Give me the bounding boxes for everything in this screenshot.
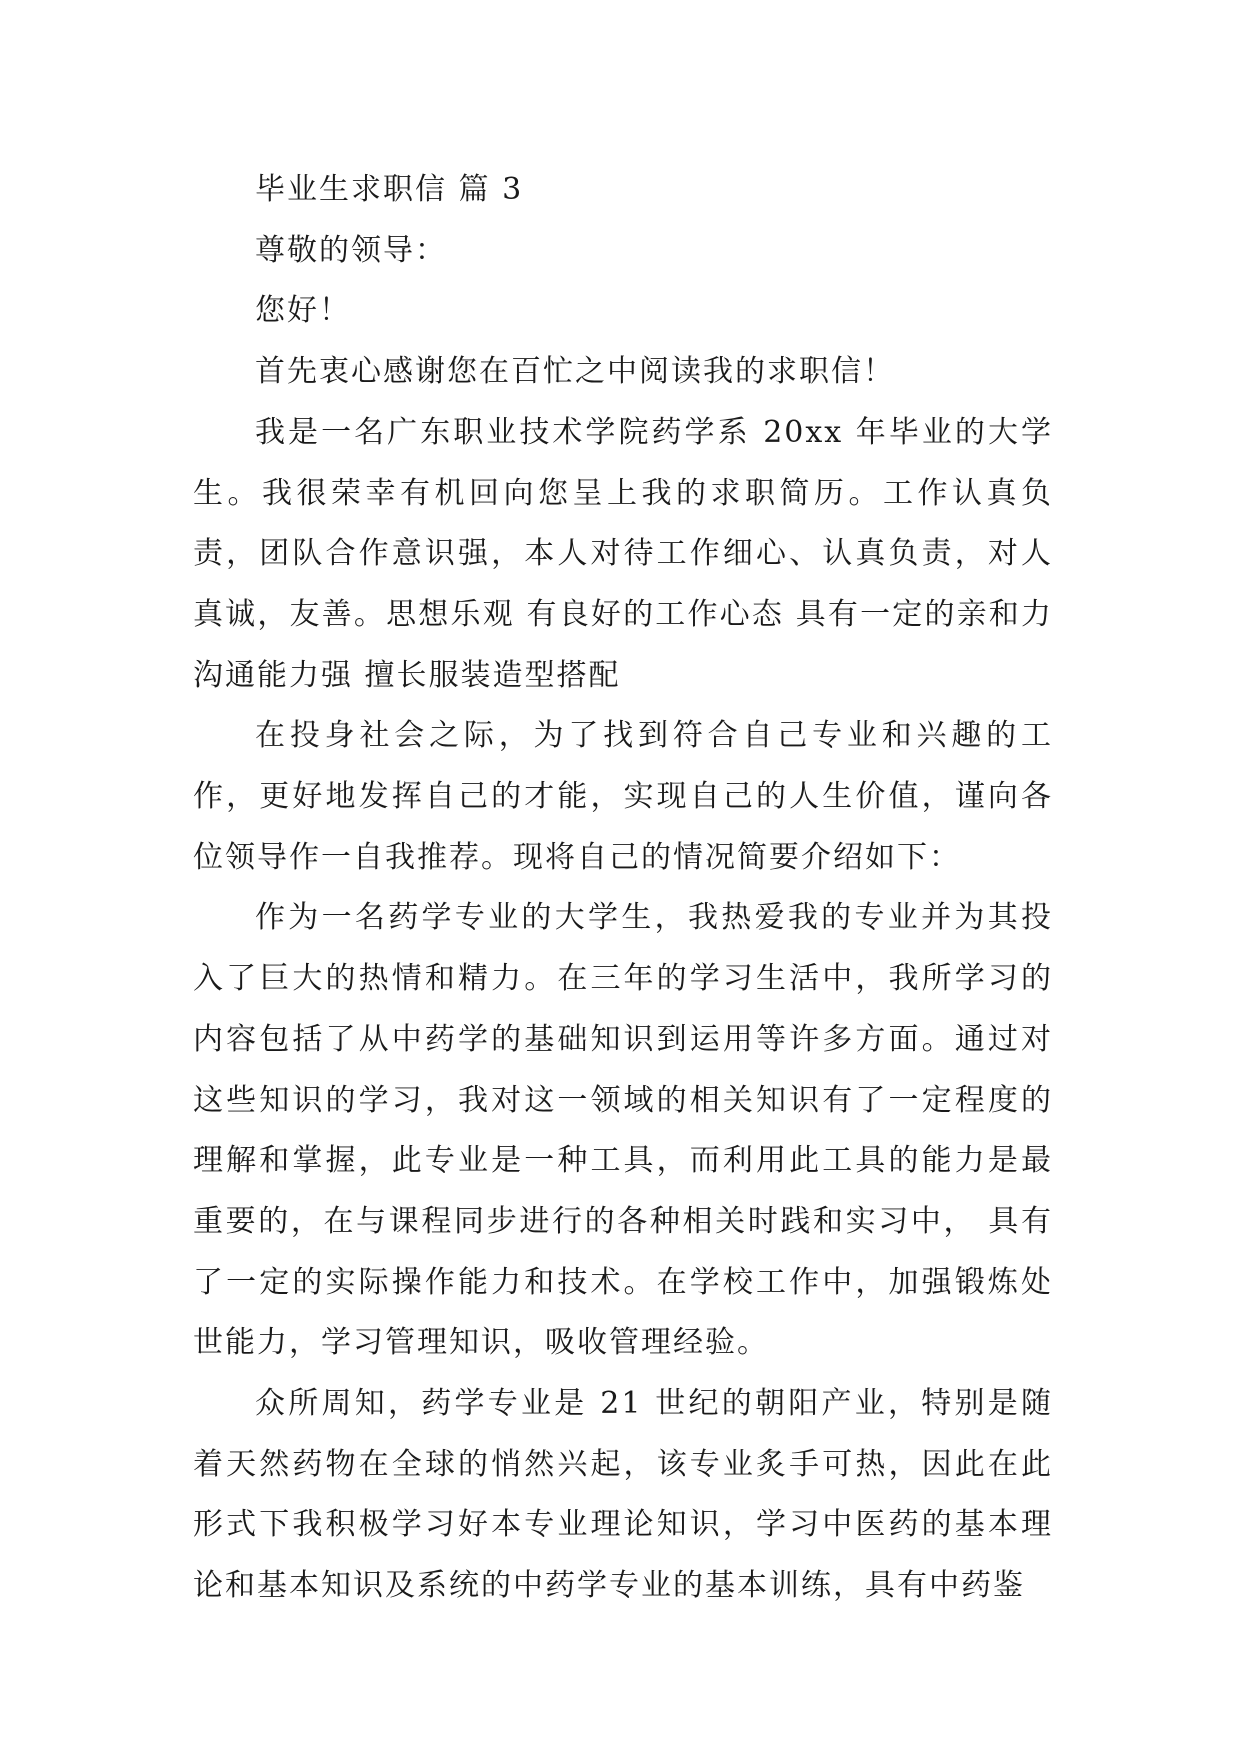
paragraph-thanks: 首先衷心感谢您在百忙之中阅读我的求职信！ [255, 354, 895, 390]
paragraph-introduction: 我是一名广东职业技术学院药学系 20xx 年毕业的大学生。我很荣幸有机回向您呈上我的求职简历。工作认真负责，团队合作意识强，本人对待工作细心、认真负责，对人真诚，友善。思想乐观 有良好的工作心态 具有一定的亲和力 沟通能力强 擅长服装造型搭配 [193, 414, 1053, 693]
paragraph-major-study: 作为一名药学专业的大学生，我热爱我的专业并为其投入了巨大的热情和精力。在三年的学习生活中，我所学习的内容包括了从中药学的基础知识到运用等许多方面。通过对这些知识的学习，我对这一领域的相关知识有了一定程度的理解和掌握，此专业是一种工具，而利用此工具的能力是最重要的，在与课程同步进行的各种相关时践和实习中， 具有了一定的实际操作能力和技术。在学校工作中，加强锻炼处世能力，学习管理知识，吸收管理经验。 [193, 900, 1053, 1361]
paragraph-industry-outlook: 众所周知，药学专业是 21 世纪的朝阳产业，特别是随着天然药物在全球的悄然兴起，该专业炙手可热，因此在此形式下我积极学习好本专业理论知识，学习中医药的基本理论和基本知识及系统的中药学专业的基本训练，具有中药鉴 [193, 1386, 1053, 1604]
letter-body [193, 160, 1053, 1617]
salutation: 尊敬的领导： [255, 232, 447, 268]
letter-heading: 毕业生求职信 篇 3 [255, 172, 524, 207]
paragraph-self-recommendation: 在投身社会之际，为了找到符合自己专业和兴趣的工作，更好地发挥自己的才能，实现自己的人生价值，谨向各位领导作一自我推荐。现将自己的情况简要介绍如下： [193, 718, 1053, 875]
greeting: 您好！ [255, 293, 351, 329]
